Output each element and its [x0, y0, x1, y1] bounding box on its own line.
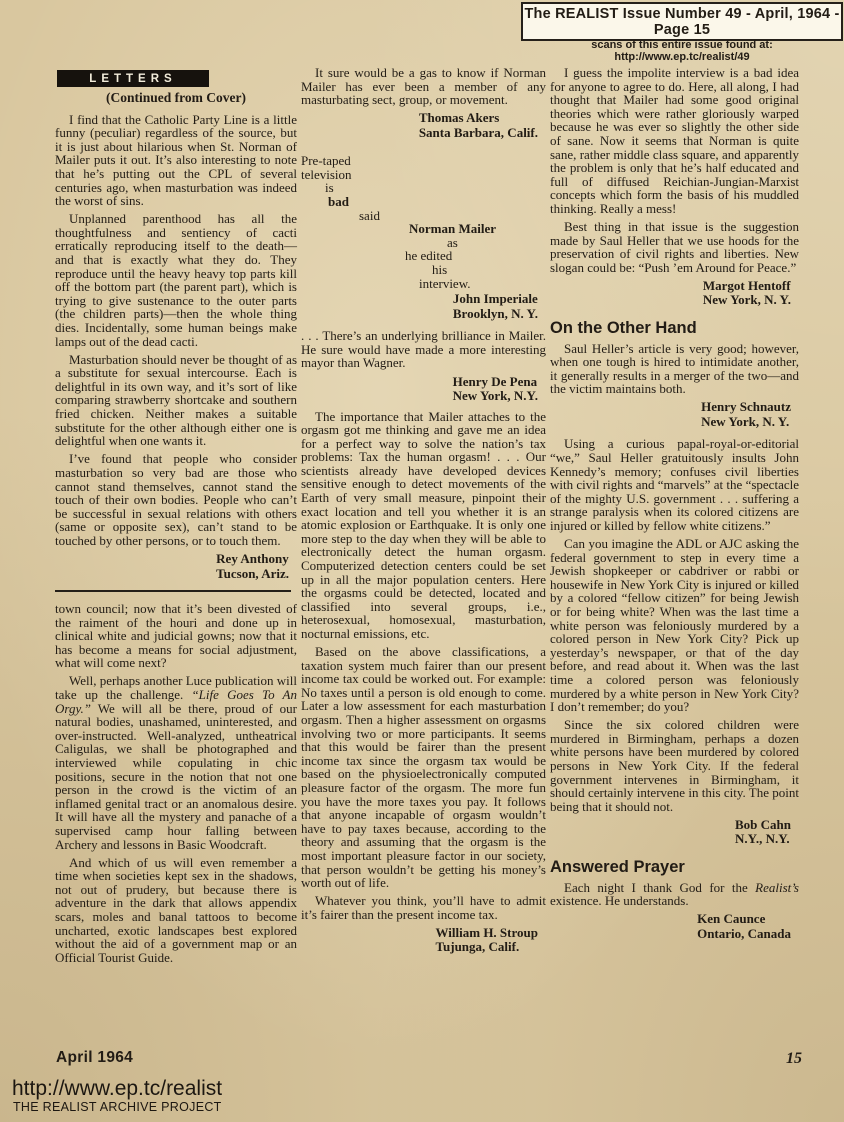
letter-paragraph: town council; now that it’s been divested of the raiment of the houri and done up in clinical white and judicial gowns; now that it has become a means for social adjustment, what will come next?	[55, 601, 297, 671]
letters-section-header	[57, 70, 209, 87]
letter-paragraph: Whatever you think, you’ll have to admit it’s fairer than the present income tax.	[301, 893, 546, 922]
letter-paragraph	[55, 674, 297, 851]
signature-name: Rey Anthony	[216, 551, 289, 566]
italic-phrase: Realist’s	[755, 879, 799, 895]
italic-phrase: “Life Goes To An Orgy.”	[55, 687, 297, 716]
letter-signature	[701, 400, 791, 429]
signature-name: Thomas Akers	[418, 110, 500, 126]
signature-name: Henry Schnautz	[701, 399, 791, 415]
signature-name: William H. Stroup	[435, 924, 538, 940]
letter-paragraph: The importance that Mailer attaches to the orgasm got me thinking and gave me an idea for a perfect way to solve the nation’s tax problems: Tax the human orgasm! . . . Our scientists already have developed devices sensitive enough to detect movements of the Earth of very small measure, pinpoint their exact location and tell you whether it is an atomic explosion or Earthquake. It is only one more step to the day when they will be able to electronically detect the human orgasm. Computerized detection centers could be set up in all the major population centers. Here the orgasms could be detected, located and classified into several groups, i.e., heterosexual, homosexual, masturbation, nocturnal emissions, etc.	[301, 408, 546, 641]
issue-title: The REALIST Issue Number 49 - April, 1964 - Page 15	[524, 6, 840, 38]
letter-paragraph: Based on the above classifications, a taxation system much fairer than our present income tax could be worked out. For example: No taxes until a person is old enough to come. Later a low assessment for each masturbation orgasm. Then a higher assessment on orgasms involving two or more participants. It seems that this would be fairer than the present income tax since the orgasm tax would be based on the physioelectronically computed pleasure factor of the orgasm. The more fun you have the more taxes you pay. It follows that anyone incapable of orgasm wouldn’t have to pay taxes because, according to the theory and assuming that the orgasm is the most important pleasure factor in our society, that person wouldn’t be getting his money’s worth out of life.	[301, 644, 546, 891]
paragraph-text: Each night I thank God for the	[564, 879, 756, 895]
archive-project-label: THE REALIST ARCHIVE PROJECT	[13, 1100, 222, 1114]
column-middle	[301, 66, 546, 961]
paragraph-text: Well, perhaps another Luce publication will take up the challenge.	[55, 673, 297, 703]
page-number: 15	[786, 1050, 802, 1067]
poem-line: said	[359, 207, 380, 223]
letter-signature	[697, 912, 791, 941]
signature-name: Henry De Pena	[452, 373, 538, 389]
subsection-heading: Answered Prayer	[550, 857, 685, 876]
signature-name: John Imperiale	[452, 291, 538, 307]
column-left	[55, 70, 297, 969]
signature-name: Margot Hentoff	[702, 277, 791, 293]
signature-place: Tujunga, Calif.	[435, 939, 520, 955]
letter-paragraph: It sure would be a gas to know if Norman Mailer has ever been a member of any masturbating sect, group, or movement.	[301, 65, 546, 108]
archive-url-note: scans of this entire issue found at: http://www.ep.tc/realist/49	[591, 39, 773, 63]
staircase-poem	[301, 154, 546, 290]
letter-paragraph: And which of us will even remember a time when societies kept sex in the shadows, not out of prudery, but because there is adventure in the dark that allows appendix scars, moles and banal tattoos to become uncharted, exotic landscapes best explored without the aid of a government map or an Official Tourist Guide.	[55, 854, 297, 965]
letter-signature	[419, 111, 538, 140]
letter-paragraph: . . . There’s an underlying brilliance in Mailer. He sure would have made a more interesting mayor than Wagner.	[301, 328, 546, 371]
poem-line: as	[447, 234, 458, 250]
letter-paragraph	[550, 881, 799, 908]
letter-paragraph: Saul Heller’s article is very good; however, when one tough is hired to intimidate another, it generally results in a merger of the two—and the victim maintains both.	[550, 340, 799, 397]
paragraph-text: We will all be there, proud of our natural bodies, unashamed, uninterested, and over-instructed. Well-analyzed, untheatrical Caligulas, we shall be photographed and interviewed while copulating in chic positions, secure in the notion that not one person in the crowd is the victim of an inflamed genital tract or an anomalous desire. It will have all the mystery and panache of a supervised camp hour falling between Archery and lessons in Basic Woodcraft.	[55, 700, 297, 852]
archive-header-box	[521, 2, 843, 63]
section-divider	[55, 590, 291, 592]
poem-line: his	[432, 262, 448, 278]
column-right	[550, 66, 799, 947]
letter-paragraph: Best thing in that issue is the suggestion made by Saul Heller that we use hoods for the preservation of civil rights and liberties. New slogan could be: “Push ’em Around for Peace.”	[550, 219, 799, 275]
signature-place: Tucson, Ariz.	[216, 565, 289, 581]
poem-line: Pre-taped	[301, 153, 351, 169]
poem-line: television	[301, 166, 352, 182]
letter-paragraph: Masturbation should never be thought of as a substitute for sexual intercourse. Each is delightful in its own way, and it’s sort of like comparing strawberry shortcake and southern fried chicken. Neither makes a suitable substitute for the other although either one is delightful when one wants it.	[55, 351, 297, 449]
letter-paragraph: Since the six colored children were murdered in Birmingham, perhaps a dozen white persons have been murdered by colored persons in New York City. If the federal government intervenes in Birmingham, it should certainly intervene in this city. The point being that it should not.	[550, 717, 799, 814]
signature-place: New York, N.Y.	[452, 388, 538, 403]
poem-line: interview.	[419, 275, 471, 291]
poem-line: Norman Mailer	[409, 221, 497, 237]
signature-place: Santa Barbara, Calif.	[418, 124, 538, 140]
signature-place: New York, N. Y.	[701, 413, 790, 429]
subsection-heading: On the Other Hand	[550, 318, 697, 337]
letter-signature	[453, 292, 538, 321]
poem-line: is	[325, 180, 334, 196]
continued-from-cover: (Continued from Cover)	[106, 90, 246, 105]
poem-line: he edited	[405, 248, 453, 264]
signature-place: New York, N. Y.	[702, 292, 791, 308]
letter-signature	[453, 375, 538, 404]
letter-paragraph: Unplanned parenthood has all the thoughtfulness and sentiency of cacti erratically reproducing itself to the death—and that is exactly what they do. They reproduce until the heavy heavy top parts kill off the bottom part (the parent part), which is trying to give sustenance to the outer parts (the children parts)—then the whole thing dies. Incidentally, some human beings make lamps out of the dead cacti.	[55, 211, 297, 349]
signature-place: N.Y., N.Y.	[735, 831, 790, 847]
signature-place: Brooklyn, N. Y.	[452, 305, 538, 321]
paragraph-text: existence. He understands.	[550, 893, 689, 909]
letter-signature	[436, 926, 538, 955]
letter-signature	[703, 279, 791, 308]
signature-place: Ontario, Canada	[697, 925, 791, 941]
signature-name: Ken Caunce	[697, 911, 766, 927]
letter-signature	[735, 818, 791, 847]
issue-date: April 1964	[56, 1049, 134, 1066]
letter-paragraph: Can you imagine the ADL or AJC asking the federal government to step in every time a Jewish shopkeeper or cabdriver or rabbi or housewife in New York City is injured or killed by a colored “fellow citizen” for being Jewish or for being white? When was the last time a white person was feloniously murdered by a colored person in New York City? Pick up yesterday’s newspaper, or that of the day before, and read about it. When was the last time a colored person was feloniously murdered by a white person in New York City? I don’t remember; do you?	[550, 536, 799, 715]
signature-name: Bob Cahn	[735, 816, 791, 832]
letter-paragraph: Using a curious papal-royal-or-editorial “we,” Saul Heller gratuitously insults John Kennedy’s memory; confuses civil liberties with civil rights and “marvels” at the “spectacle of the mighty U.S. government . . . suffering a strange paralysis when its colored citizens are injured or killed by fellow white citizens.”	[550, 436, 799, 533]
archive-url: http://www.ep.tc/realist	[12, 1077, 223, 1100]
letter-signature	[216, 552, 289, 581]
letter-paragraph: I guess the impolite interview is a bad idea for anyone to agree to do. Here, all along, I had thought that Mailer had some good original theories which were rather gloriously warped because he was ever so slightly the other side of sane. Now it seems that Norman is quite sane, rather middle class square, and apparently the problem is only that he’s half educated and full of diffused Reichian-Jungian-Marxist concepts which form the basis of his muddled thinking. Really a mess!	[550, 65, 799, 216]
letter-paragraph: I’ve found that people who consider masturbation so very bad are those who cannot stand themselves, cannot stand the touch of their own bodies. People who can’t be successful in sexual relations with others (same or opposite sex), can’t stand to be touched by other persons, or to touch them.	[55, 451, 297, 548]
poem-line: bad	[328, 194, 349, 210]
letters-title: LETTERS	[89, 73, 177, 85]
letter-paragraph: I find that the Catholic Party Line is a little funny (peculiar) regardless of the source, but it is just about hilarious when St. Norman of Mailer puts it out. It’s also interesting to note that he’s putting out the CPL of several centuries ago, when masturbation was indeed the worst of sins.	[55, 111, 297, 209]
